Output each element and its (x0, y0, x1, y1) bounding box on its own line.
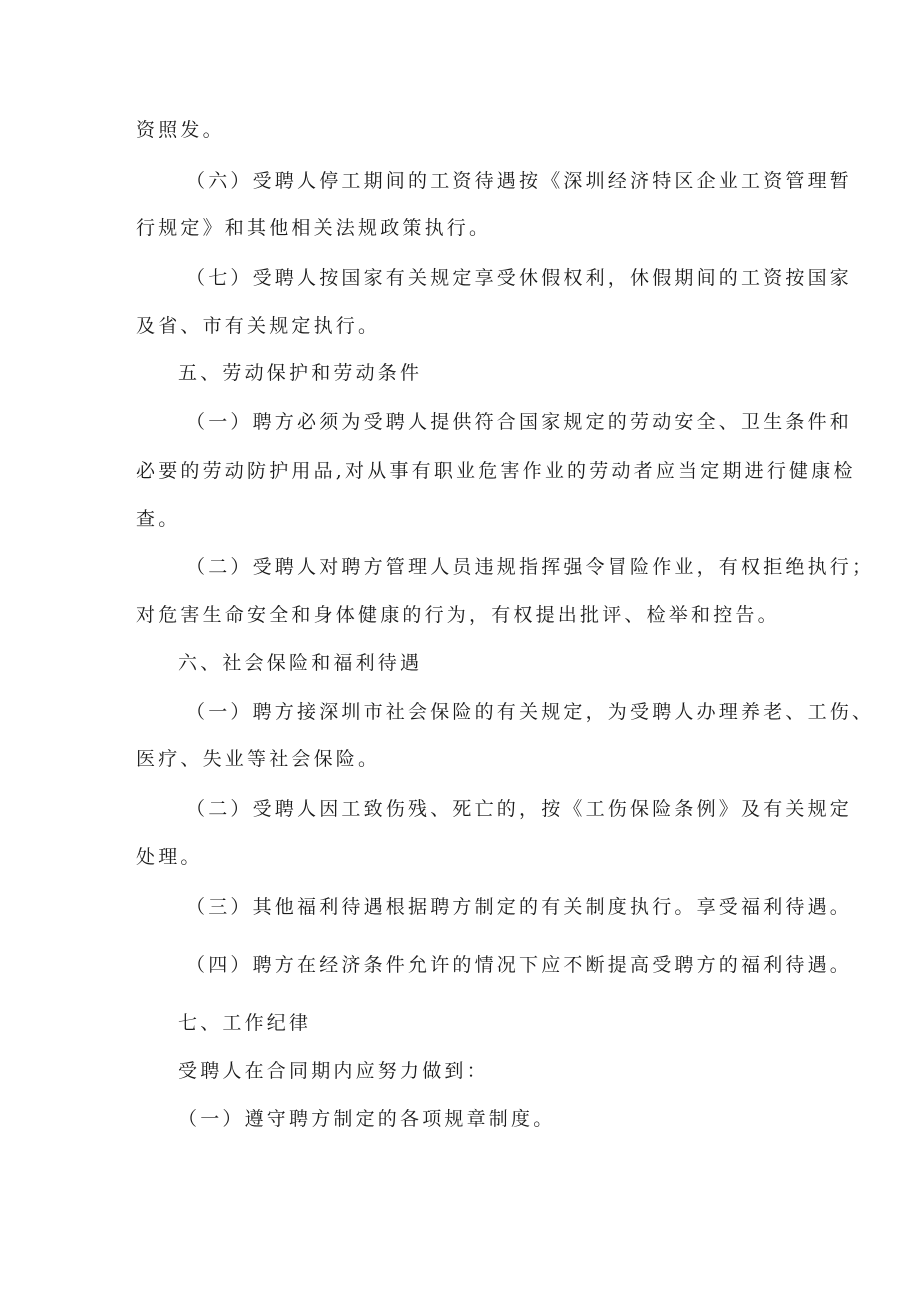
text-line: 及省、市有关规定执行。 (136, 315, 381, 337)
section-heading: 五、劳动保护和劳动条件 (178, 362, 423, 384)
text-line: 行规定》和其他相关法规政策执行。 (136, 217, 492, 239)
text-line: （三）其他福利待遇根据聘方制定的有关制度执行。享受福利待遇。 (186, 896, 853, 918)
text-line: 对危害生命安全和身体健康的行为，有权提出批评、检举和控告。 (136, 604, 780, 626)
text-line: （二）受聘人因工致伤残、死亡的，按《工伤保险条例》及有关规定 (186, 798, 853, 820)
text-line: 资照发。 (136, 119, 225, 141)
text-line: （四）聘方在经济条件允许的情况下应不断提高受聘方的福利待遇。 (186, 954, 853, 976)
text-line: 受聘人在合同期内应努力做到： (178, 1060, 489, 1082)
section-heading: 六、社会保险和福利待遇 (178, 652, 423, 674)
text-line: 处理。 (136, 846, 203, 868)
text-line: （七）受聘人按国家有关规定享受休假权利，休假期间的工资按国家 (186, 267, 853, 289)
section-heading: 七、工作纪律 (178, 1012, 312, 1034)
text-line: （六）受聘人停工期间的工资待遇按《深圳经济特区企业工资管理暂 (186, 170, 853, 192)
text-line: 医疗、失业等社会保险。 (136, 748, 381, 770)
text-line: 必要的劳动防护用品,对从事有职业危害作业的劳动者应当定期进行健康检 (136, 460, 856, 482)
text-line: （一）聘方接深圳市社会保险的有关规定，为受聘人办理养老、工伤、 (186, 701, 875, 723)
text-line: （一）聘方必须为受聘人提供符合国家规定的劳动安全、卫生条件和 (186, 411, 853, 433)
text-line: （一）遵守聘方制定的各项规章制度。 (178, 1108, 556, 1130)
text-line: 查。 (136, 508, 181, 530)
text-line: （二）受聘人对聘方管理人员违规指挥强令冒险作业，有权拒绝执行； (186, 556, 875, 578)
